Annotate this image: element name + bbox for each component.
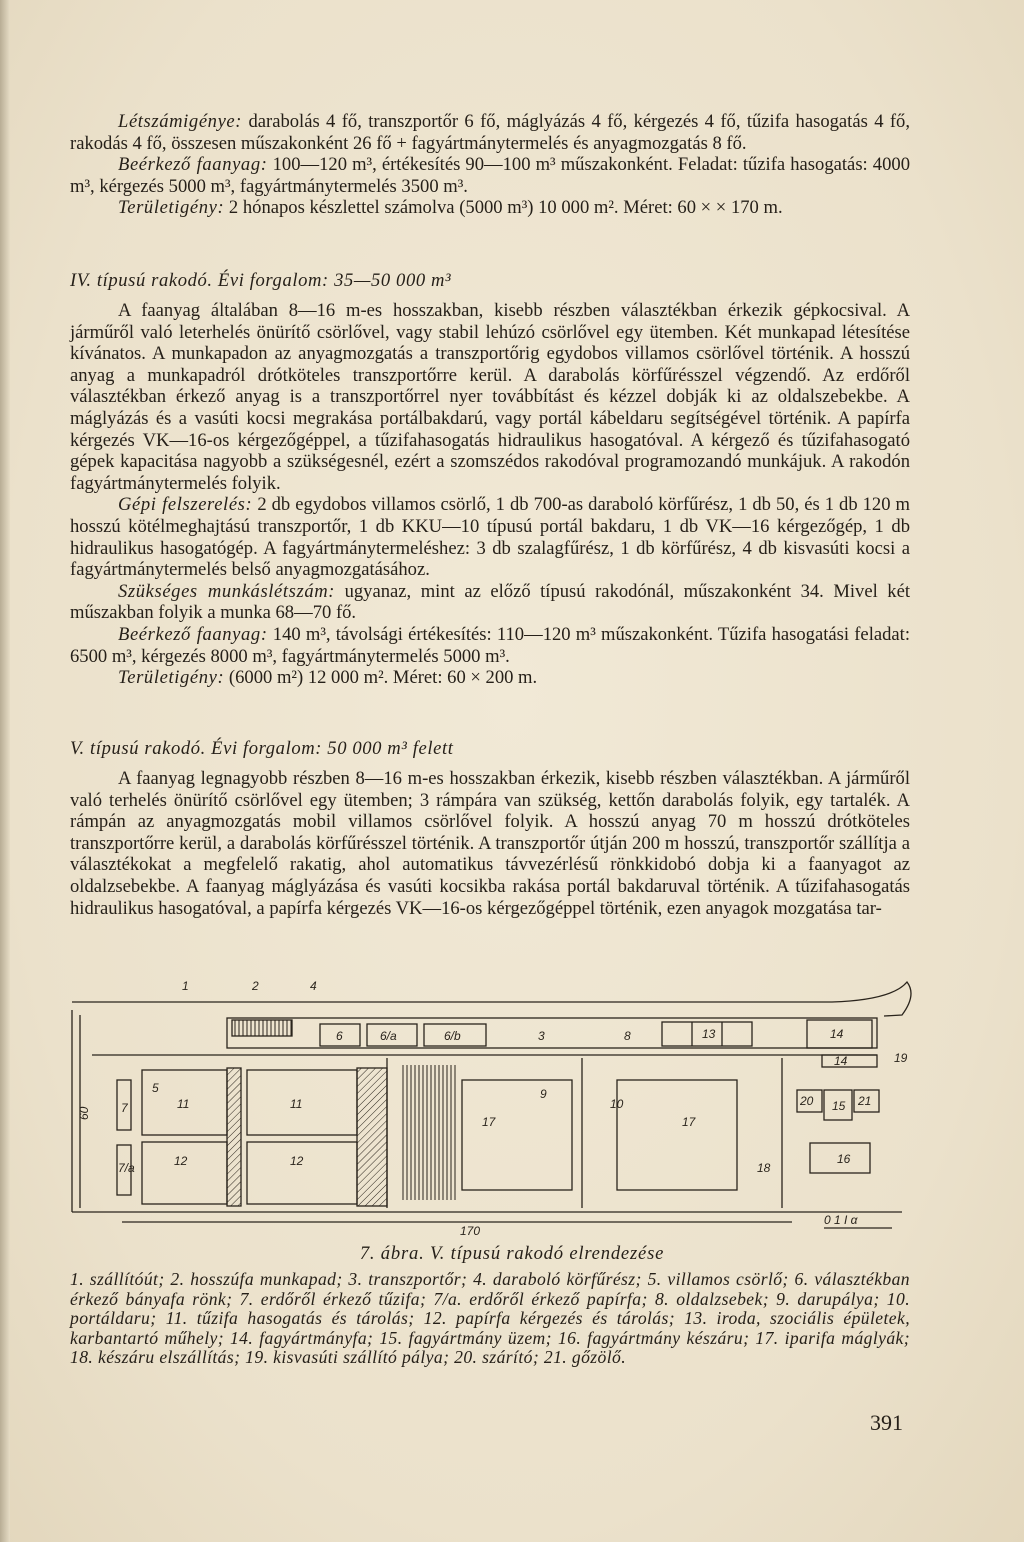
text-block-staffing bbox=[70, 111, 910, 219]
text-area-4: (6000 m²) 12 000 m². Méret: 60 × 200 m. bbox=[224, 667, 538, 689]
label-9: 9 bbox=[540, 1087, 547, 1101]
label-3: 3 bbox=[538, 1029, 545, 1043]
page-edge-shadow bbox=[0, 0, 10, 1542]
figure-caption-legend: 1. szállítóút; 2. hosszúfa munkapad; 3. transzportőr; 4. daraboló körfűrész; 5. villamos csörlő; 6. választékban érkező bányafa rönk; 7. erdőről érkező tűzifa; 7/a. erdőről érkező papírfa; 8. oldalzsebek; 9. darupálya; 10. portáldaru; 11. tűzifa hasogatás és tárolás; 12. papírfa kérgezés és tárolás; 13. iroda, szociális épületek, karbantartó műhely; 14. fagyártmányfa; 15. fagyártmány üzem; 16. fagyártmány készáru; 17. iparifa máglyák; 18. készáru elszállítás; 19. kisvasúti szállító pálya; 20. szárító; 21. gőzölő. bbox=[70, 1269, 910, 1367]
text-block-type-4 bbox=[70, 300, 910, 689]
paragraph-machinery bbox=[70, 494, 910, 580]
label-10: 10 bbox=[610, 1097, 624, 1111]
label-14: 14 bbox=[830, 1027, 844, 1041]
label-15: 15 bbox=[832, 1099, 846, 1113]
haul-road bbox=[72, 982, 911, 1016]
stack-17b bbox=[617, 1080, 737, 1190]
layout-diagram bbox=[62, 950, 922, 1240]
label-workforce: Szükséges munkáslétszám: bbox=[118, 580, 336, 602]
label-14b: 14 bbox=[834, 1054, 848, 1068]
text-block-type-5 bbox=[70, 768, 910, 919]
section-heading-type-4: IV. típusú rakodó. Évi forgalom: 35—50 000 m³ bbox=[70, 270, 452, 291]
area-12b bbox=[247, 1142, 357, 1204]
paragraph-area-4 bbox=[70, 667, 910, 689]
label-7: 7 bbox=[121, 1101, 128, 1115]
label-6a: 6/a bbox=[380, 1029, 397, 1043]
paragraph-type5-description: A faanyag legnagyobb részben 8—16 m-es hosszakban érkezik, kisebb részben választékban. A járműről való terhelés önürítő csörlővel egy ütemben; 3 rámpára van szükség, kettőn darabolás folyik, egy tartalék. A rámpán az anyagmozgatás mobil villamos csörlővel folyik. A hosszú anyag 70 m hosszú drótköteles transzportőrre kerül, a darabolás körfűrésszel történik. A transzportőr útján 200 m hosszú, transzportőr szállítja a választékokat a megfelelő rakatig, ahol automatikus távvezérlésű rönkkidobó dobja ki a faanyagot az oldalzsebekbe. A faanyag máglyázása és vasúti kocsikba rakása portál bakdaruval történik. A tűzifahasogatás hidraulikus hasogatóval, a papírfa kérgezés VK—16-os kérgezőgéppel történik, ezen anyagok mozgatása tar- bbox=[70, 768, 910, 919]
stack-17a bbox=[462, 1080, 572, 1190]
label-21: 21 bbox=[858, 1094, 872, 1108]
label-staffing: Létszámigénye: bbox=[118, 111, 243, 132]
scale-bar-label: 0 1 I α bbox=[824, 1213, 858, 1227]
paragraph-workforce bbox=[70, 581, 910, 624]
label-7a: 7/a bbox=[118, 1161, 135, 1175]
label-8: 8 bbox=[624, 1029, 631, 1043]
figure-caption-title: 7. ábra. V. típusú rakodó elrendezése bbox=[359, 1243, 665, 1264]
label-1: 1 bbox=[182, 979, 189, 993]
paragraph-incoming-wood-4 bbox=[70, 624, 910, 667]
label-20: 20 bbox=[800, 1094, 814, 1108]
area-12a bbox=[142, 1142, 227, 1204]
text-machinery: 2 db egydobos villamos csörlő, 1 db 700-as daraboló körfűrész, 1 db 50, és 1 db 120 m hosszú kötélmeghajtású transzportőr, 1 db KKU—10 típusú portál bakdaru, 1 db VK—16 kérgezőgép, 1 db hidraulikus hasogatógép. A fagyártmánytermeléshez: 3 db szalagfűrész, 1 db körfűrész, 4 db kisvasúti kocsi a fagyártmánytermelés belső anyagmozgatásához. bbox=[70, 494, 910, 581]
label-60: 60 bbox=[77, 1106, 91, 1120]
text-staffing: darabolás 4 fő, transzportőr 6 fő, máglyázás 4 fő, kérgezés 4 fő, tűzifa hasogatás 4 fő, rakodás 4 fő, összesen műszakonként 26 fő + fagyártmánytermelés és anyagmozgatás 8 fő. bbox=[70, 111, 910, 154]
label-6b: 6/b bbox=[444, 1029, 461, 1043]
label-area-4: Területigény: bbox=[118, 667, 225, 689]
label-17a: 17 bbox=[482, 1115, 496, 1129]
label-13: 13 bbox=[702, 1027, 716, 1041]
label-machinery: Gépi felszerelés: bbox=[118, 494, 253, 516]
label-12b: 12 bbox=[290, 1154, 304, 1168]
label-2: 2 bbox=[252, 979, 259, 993]
text-incoming-wood: 100—120 m³, értékesítés 90—100 m³ műszakonként. Feladat: tűzifa hasogatás: 4000 m³, kérgezés 5000 m³, fagyártmánytermelés 3500 m³. bbox=[70, 154, 910, 197]
text-incoming-wood-4: 140 m³, távolsági értékesítés: 110—120 m³ műszakonként. Tűzifa hasogatási feladat: 6500 m³, kérgezés 8000 m³, fagyártmánytermelés 5000 m³. bbox=[70, 623, 910, 667]
label-16: 16 bbox=[837, 1152, 851, 1166]
label-170: 170 bbox=[460, 1224, 481, 1238]
label-12a: 12 bbox=[174, 1154, 188, 1168]
paragraph-type4-description: A faanyag általában 8—16 m-es hosszakban, kisebb részben választékban érkezik gépkocsival. A járműről való leterhelés önürítő csörlővel, vagy stabil lehúzó csörlővel egy ütemben. Két munkapad létesítése kívánatos. A munkapadon az anyagmozgatás a transzportőrig egydobos villamos csörlővel történik. A hosszú anyag a munkapadról drótköteles transzportőrre kerül. A darabolás körfűrésszel végzendő. Az erdőről választékban érkező anyag is a transzportőrrel nyer továbbítást és kézzel dobják ki az oldalszebekbe. A máglyázás és a vasúti kocsi megrakása portálbakdarú, vagy portál kábeldaru segítségével történik. A papírfa kérgezés VK—16-os kérgezőgéppel, a tűzifahasogatás hidraulikus hasogatóval. A kérgező és tűzifahasogató gépek kapacitása nagyobb a szükségesnél, ezért a szomszédos rakodóval programozandó munkájuk. A rakodón fagyártmánytermelés folyik. bbox=[70, 300, 910, 494]
paragraph-staffing bbox=[70, 111, 910, 154]
page-number: 391 bbox=[870, 1410, 903, 1435]
label-incoming-wood-4: Beérkező faanyag: bbox=[118, 623, 268, 645]
section-heading-type-5: V. típusú rakodó. Évi forgalom: 50 000 m³ felett bbox=[70, 738, 454, 759]
label-19: 19 bbox=[894, 1051, 908, 1065]
text-workforce: ugyanaz, mint az előző típusú rakodónál, műszakonként 34. Mivel két műszakban folyik a munka 68—70 fő. bbox=[70, 580, 910, 624]
label-incoming-wood: Beérkező faanyag: bbox=[118, 154, 268, 176]
label-17b: 17 bbox=[682, 1115, 696, 1129]
label-11b: 11 bbox=[290, 1097, 303, 1111]
label-18: 18 bbox=[757, 1161, 771, 1175]
label-6: 6 bbox=[336, 1029, 343, 1043]
transporter-line bbox=[227, 1018, 877, 1048]
label-4: 4 bbox=[310, 979, 317, 993]
text-area: 2 hónapos készlettel számolva (5000 m³) 10 000 m². Méret: 60 × × 170 m. bbox=[224, 197, 783, 219]
label-5: 5 bbox=[152, 1081, 159, 1095]
paragraph-incoming-wood bbox=[70, 154, 910, 197]
paragraph-area bbox=[70, 197, 910, 219]
label-area: Területigény: bbox=[118, 197, 225, 219]
label-11a: 11 bbox=[177, 1097, 190, 1111]
